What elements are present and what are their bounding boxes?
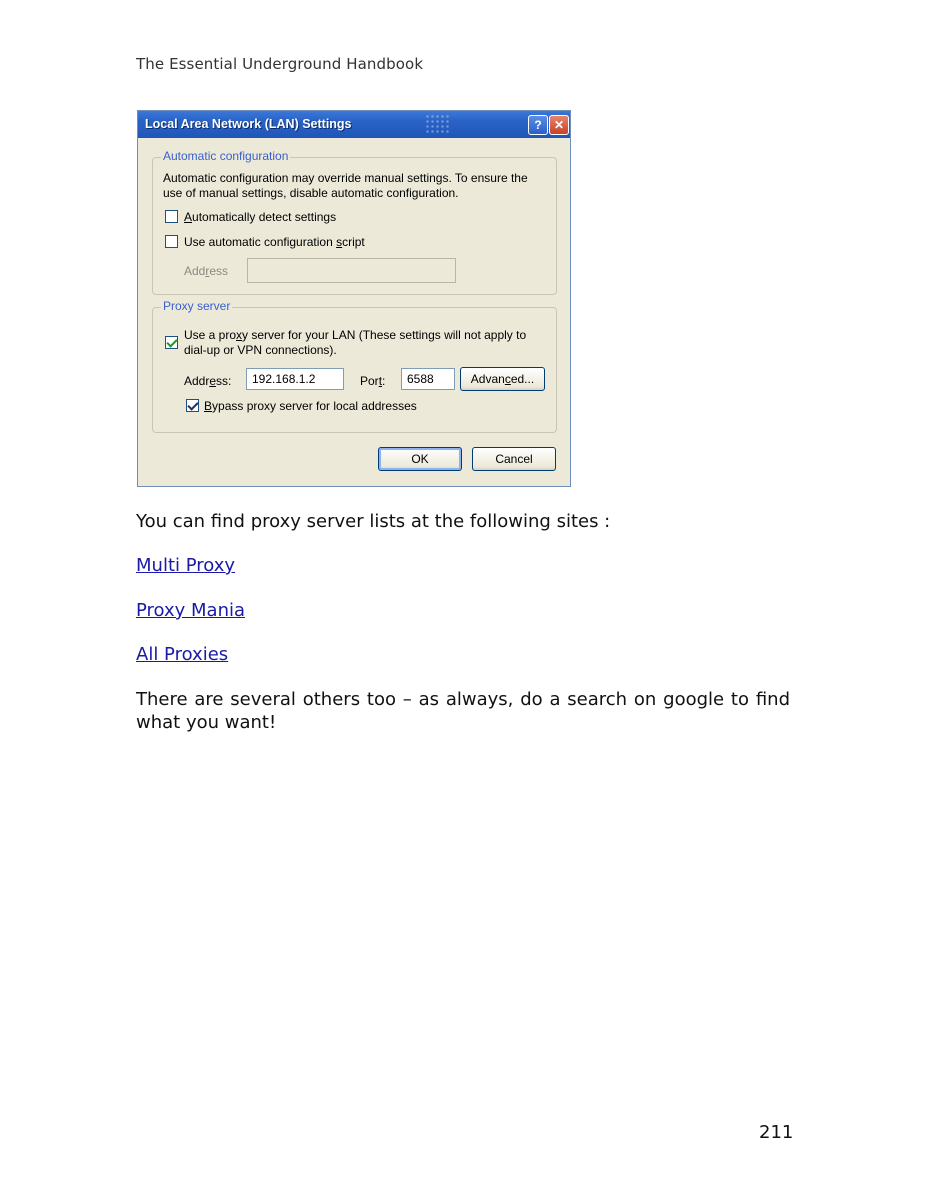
bypass-mnemonic: B <box>204 399 213 413</box>
auto-detect-label[interactable] <box>184 210 336 224</box>
link-multi-proxy[interactable]: Multi Proxy <box>136 555 236 576</box>
auto-detect-label-post: utomatically detect settings <box>192 210 337 224</box>
dialog-titlebar[interactable] <box>138 111 570 138</box>
proxy-port-label <box>360 374 385 388</box>
link-proxy-mania[interactable]: Proxy Mania <box>136 600 246 621</box>
bypass-local-checkbox[interactable] <box>186 399 199 412</box>
auto-config-script-checkbox[interactable] <box>165 235 178 248</box>
use-proxy-checkbox[interactable] <box>165 336 178 349</box>
use-proxy-post: y server for your LAN (These settings will not apply to <box>242 328 527 342</box>
titlebar-pattern <box>425 114 449 134</box>
advanced-mnemonic: c <box>504 372 511 386</box>
auto-address-mnemonic: r <box>205 264 210 278</box>
close-icon[interactable]: ✕ <box>549 115 569 135</box>
script-label-post: cript <box>342 235 365 249</box>
cancel-button[interactable]: Cancel <box>472 447 556 471</box>
proxy-server-legend: Proxy server <box>163 299 231 313</box>
dialog-title: Local Area Network (LAN) Settings <box>145 117 352 131</box>
ok-button[interactable]: OK <box>378 447 462 471</box>
closing-paragraph: There are several others too – as always, do a search on google to find what you want! <box>136 689 790 733</box>
proxy-address-label <box>184 374 231 388</box>
auto-config-description-line2: use of manual settings, disable automatic configuration. <box>163 186 459 200</box>
proxy-address-pre: Addr <box>184 374 210 388</box>
auto-config-address-label <box>184 264 228 278</box>
use-proxy-pre: Use a pro <box>184 328 237 342</box>
page-number: 211 <box>759 1122 794 1143</box>
use-proxy-label-line2[interactable]: dial-up or VPN connections). <box>184 343 337 357</box>
link-all-proxies[interactable]: All Proxies <box>136 644 229 665</box>
proxy-port-post: : <box>382 374 386 388</box>
intro-paragraph: You can find proxy server lists at the following sites : <box>136 511 611 532</box>
auto-address-post: ess <box>209 264 229 278</box>
proxy-address-post: ss: <box>216 374 232 388</box>
auto-detect-mnemonic: A <box>184 210 193 224</box>
script-label-pre: Use automatic configuration <box>184 235 337 249</box>
lan-settings-dialog <box>137 110 571 487</box>
proxy-server-group <box>152 299 557 433</box>
bypass-local-label[interactable] <box>204 399 417 413</box>
bypass-post: ypass proxy server for local addresses <box>212 399 417 413</box>
auto-config-description-line1: Automatic configuration may override manual settings. To ensure the <box>163 171 528 185</box>
proxy-port-pre: Por <box>360 374 379 388</box>
use-proxy-mnemonic: x <box>236 328 243 342</box>
advanced-pre: Advan <box>470 372 505 386</box>
auto-address-pre: Add <box>184 264 206 278</box>
script-mnemonic: s <box>336 235 343 249</box>
proxy-address-mnemonic: e <box>209 374 217 388</box>
automatic-configuration-group <box>152 149 557 295</box>
proxy-port-mnemonic: t <box>378 374 383 388</box>
advanced-post: ed... <box>510 372 535 386</box>
proxy-port-input[interactable]: 6588 <box>401 368 455 390</box>
auto-config-address-field <box>247 258 456 283</box>
help-icon[interactable]: ? <box>528 115 548 135</box>
auto-detect-checkbox[interactable] <box>165 210 178 223</box>
auto-config-script-label[interactable] <box>184 235 365 249</box>
use-proxy-label-line1[interactable] <box>184 328 526 342</box>
automatic-configuration-legend: Automatic configuration <box>163 149 289 163</box>
advanced-button[interactable] <box>460 367 545 391</box>
proxy-address-input[interactable]: 192.168.1.2 <box>246 368 344 390</box>
running-header: The Essential Underground Handbook <box>136 55 424 73</box>
